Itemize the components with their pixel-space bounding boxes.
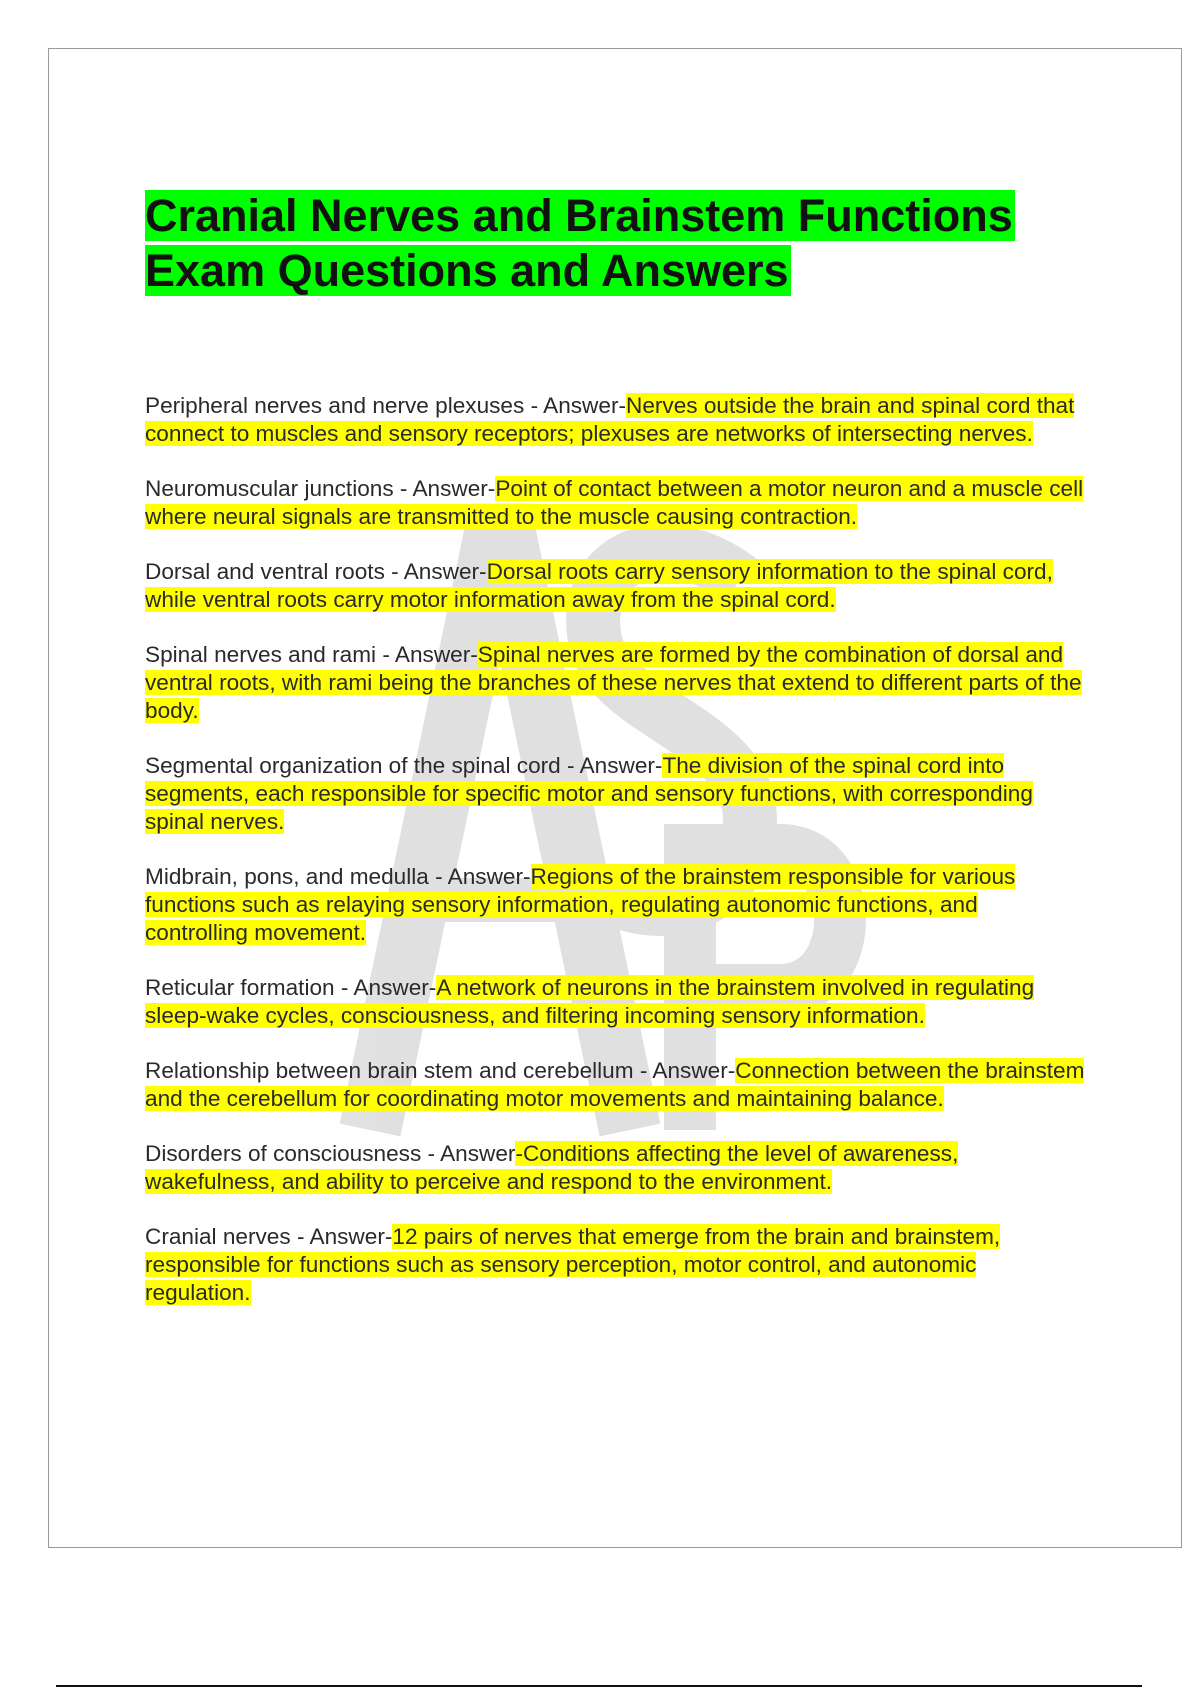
qa-term: Spinal nerves and rami - Answer- (145, 642, 478, 667)
qa-term: Dorsal and ventral roots - Answer- (145, 559, 487, 584)
qa-term: Neuromuscular junctions - Answer- (145, 476, 496, 501)
qa-answer: Connection between the brainstem and the cerebellum for coordinating motor movements and maintaining balance. (145, 1058, 1085, 1111)
qa-term: Relationship between brain stem and cerebellum - Answer- (145, 1058, 736, 1083)
qa-term: Peripheral nerves and nerve plexuses - Answer- (145, 393, 626, 418)
qa-item (145, 974, 1085, 1030)
qa-item (145, 475, 1085, 531)
qa-answer: 12 pairs of nerves that emerge from the brain and brainstem, responsible for functions such as sensory perception, motor control, and autonomic regulation. (145, 1224, 1001, 1305)
qa-item (145, 752, 1085, 836)
qa-answer: A network of neurons in the brainstem involved in regulating sleep-wake cycles, consciousness, and filtering incoming sensory information. (145, 975, 1035, 1028)
qa-item (145, 1223, 1085, 1307)
title-line-1: Cranial Nerves and Brainstem Functions (145, 190, 1013, 241)
qa-item (145, 1057, 1085, 1113)
qa-item (145, 558, 1085, 614)
qa-term: Disorders of consciousness - Answer (145, 1141, 516, 1166)
qa-list (145, 392, 1085, 1334)
qa-answer: Point of contact between a motor neuron and a muscle cell where neural signals are transmitted to the muscle causing contraction. (145, 476, 1084, 529)
qa-item (145, 392, 1085, 448)
qa-item (145, 863, 1085, 947)
qa-term: Segmental organization of the spinal cord - Answer- (145, 753, 663, 778)
qa-term: Reticular formation - Answer- (145, 975, 437, 1000)
document-title (145, 188, 1090, 298)
qa-answer: The division of the spinal cord into segments, each responsible for specific motor and sensory functions, with corresponding spinal nerves. (145, 753, 1033, 834)
bottom-rule (56, 1685, 1142, 1687)
title-line-2: Exam Questions and Answers (145, 245, 789, 296)
qa-term: Cranial nerves - Answer- (145, 1224, 393, 1249)
qa-term: Midbrain, pons, and medulla - Answer- (145, 864, 531, 889)
qa-answer: Dorsal roots carry sensory information to the spinal cord, while ventral roots carry motor information away from the spinal cord. (145, 559, 1053, 612)
qa-answer: Spinal nerves are formed by the combination of dorsal and ventral roots, with rami being the branches of these nerves that extend to different parts of the body. (145, 642, 1082, 723)
title-block (145, 188, 1090, 302)
qa-item (145, 1140, 1085, 1196)
qa-item (145, 641, 1085, 725)
qa-answer: -Conditions affecting the level of awareness, wakefulness, and ability to perceive and respond to the environment. (145, 1141, 959, 1194)
qa-answer: Nerves outside the brain and spinal cord that connect to muscles and sensory receptors; plexuses are networks of intersecting nerves. (145, 393, 1075, 446)
qa-answer: Regions of the brainstem responsible for various functions such as relaying sensory information, regulating autonomic functions, and controlling movement. (145, 864, 1016, 945)
